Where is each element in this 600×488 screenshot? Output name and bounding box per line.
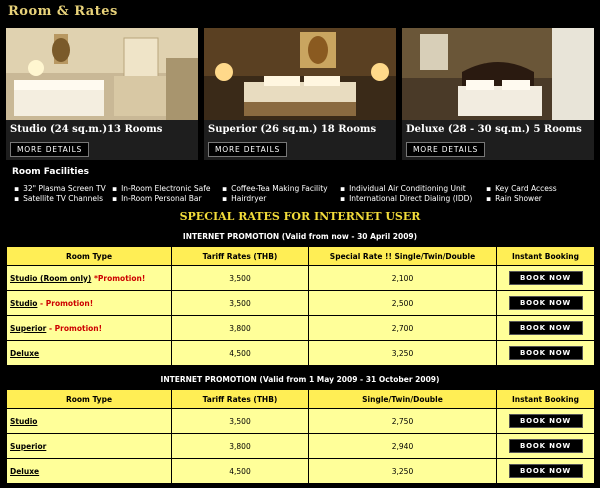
facilities-title: Room Facilities [12, 167, 89, 177]
room-type-cell [7, 409, 172, 434]
tariff-cell: 4,500 [172, 459, 309, 484]
room-type-cell [7, 459, 172, 484]
facility-item: ▪ Coffee-Tea Making Facility [222, 184, 328, 193]
deluxe-room-photo[interactable] [402, 28, 594, 120]
rate-cell: 2,940 [309, 434, 497, 459]
book-now-button[interactable]: BOOK NOW [509, 271, 583, 285]
room-link[interactable]: Studio [10, 298, 38, 308]
room-name: Studio (24 sq.m.)13 Rooms [10, 124, 163, 135]
room-card-superior [204, 28, 396, 160]
room-link[interactable]: Studio (Room only) [10, 273, 92, 283]
booking-cell [497, 341, 595, 366]
col-header: Instant Booking [497, 247, 595, 266]
col-header: Single/Twin/Double [309, 390, 497, 409]
facility-item: ▪ Individual Air Conditioning Unit [340, 184, 466, 193]
room-link[interactable]: Deluxe [10, 466, 40, 476]
facility-item: ▪ Key Card Access [486, 184, 557, 193]
room-type-cell [7, 341, 172, 366]
special-rate-cell: 2,100 [309, 266, 497, 291]
room-name: Deluxe (28 - 30 sq.m.) 5 Rooms [406, 124, 582, 135]
rate-cell: 3,250 [309, 459, 497, 484]
tariff-cell: 3,500 [172, 291, 309, 316]
col-header: Special Rate !! Single/Twin/Double [309, 247, 497, 266]
special-rate-cell: 2,500 [309, 291, 497, 316]
superior-room-photo[interactable] [204, 28, 396, 120]
col-header: Tariff Rates (THB) [172, 247, 309, 266]
more-details-button[interactable]: MORE DETAILS [406, 142, 485, 157]
book-now-button[interactable]: BOOK NOW [509, 439, 583, 453]
facility-item: ▪ Rain Shower [486, 194, 542, 203]
table-row [7, 341, 595, 366]
book-now-button[interactable]: BOOK NOW [509, 414, 583, 428]
tariff-cell: 3,500 [172, 409, 309, 434]
rates-table-2 [6, 389, 595, 484]
book-now-button[interactable]: BOOK NOW [509, 296, 583, 310]
room-link[interactable]: Studio [10, 416, 38, 426]
facility-item: ▪ Satellite TV Channels [14, 194, 103, 203]
more-details-button[interactable]: MORE DETAILS [208, 142, 287, 157]
tariff-cell: 3,800 [172, 316, 309, 341]
room-link[interactable]: Superior [10, 323, 47, 333]
special-rates-title: SPECIAL RATES FOR INTERNET USER [179, 210, 421, 223]
col-header: Tariff Rates (THB) [172, 390, 309, 409]
tariff-cell: 3,500 [172, 266, 309, 291]
tariff-cell: 3,800 [172, 434, 309, 459]
book-now-button[interactable]: BOOK NOW [509, 321, 583, 335]
table-header-row [7, 390, 595, 409]
table-row [7, 291, 595, 316]
col-header: Instant Booking [497, 390, 595, 409]
booking-cell [497, 316, 595, 341]
room-type-cell [7, 316, 172, 341]
promotion-tag: *Promotion! [93, 273, 146, 283]
facility-item: ▪ In-Room Electronic Safe [112, 184, 210, 193]
booking-cell [497, 266, 595, 291]
room-gallery [6, 28, 594, 160]
special-rate-cell: 3,250 [309, 341, 497, 366]
room-type-cell [7, 266, 172, 291]
table-row [7, 266, 595, 291]
book-now-button[interactable]: BOOK NOW [509, 464, 583, 478]
facility-item: ▪ International Direct Dialing (IDD) [340, 194, 472, 203]
rate-cell: 2,750 [309, 409, 497, 434]
table-row [7, 434, 595, 459]
promotion-tag: - Promotion! [48, 323, 103, 333]
rates-table-1 [6, 246, 595, 366]
booking-cell [497, 434, 595, 459]
room-card-studio [6, 28, 198, 160]
promo-caption-1: INTERNET PROMOTION (Valid from now - 30 April 2009) [182, 232, 418, 241]
table-row [7, 459, 595, 484]
room-type-cell [7, 434, 172, 459]
facility-item: ▪ 32" Plasma Screen TV [14, 184, 106, 193]
table-row [7, 409, 595, 434]
col-header: Room Type [7, 247, 172, 266]
facility-item: ▪ Hairdryer [222, 194, 266, 203]
facility-item: ▪ In-Room Personal Bar [112, 194, 202, 203]
promo-caption-2: INTERNET PROMOTION (Valid from 1 May 2009 - 31 October 2009) [160, 375, 440, 384]
room-card-deluxe [402, 28, 594, 160]
booking-cell [497, 409, 595, 434]
tariff-cell: 4,500 [172, 341, 309, 366]
col-header: Room Type [7, 390, 172, 409]
booking-cell [497, 291, 595, 316]
table-header-row [7, 247, 595, 266]
book-now-button[interactable]: BOOK NOW [509, 346, 583, 360]
table-row [7, 316, 595, 341]
studio-room-photo[interactable] [6, 28, 198, 120]
page-title: Room & Rates [8, 4, 118, 19]
room-type-cell [7, 291, 172, 316]
special-rate-cell: 2,700 [309, 316, 497, 341]
more-details-button[interactable]: MORE DETAILS [10, 142, 89, 157]
room-name: Superior (26 sq.m.) 18 Rooms [208, 124, 377, 135]
room-link[interactable]: Deluxe [10, 348, 40, 358]
room-link[interactable]: Superior [10, 441, 47, 451]
promotion-tag: - Promotion! [40, 298, 94, 308]
booking-cell [497, 459, 595, 484]
